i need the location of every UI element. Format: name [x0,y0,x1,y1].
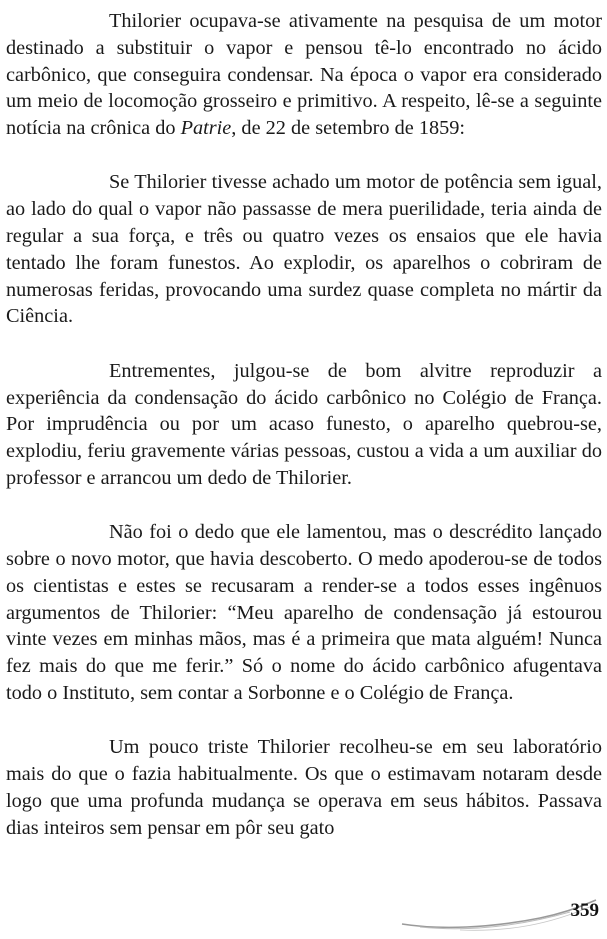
paragraph-3-text: Entrementes, julgou-se de bom alvitre reproduzir a experiência da condensação do ácido carbônico no Colégio de França. Por imprudência ou por um acaso funesto, o aparelho quebrou-se, explodiu, feriu gravemente várias pessoas, custou a vida a um auxiliar do professor e arrancou um dedo de Thilorier. [6,359,602,489]
page-footer [0,892,607,939]
paragraph-1-text-end: , de 22 de setembro de 1859: [231,117,466,140]
paragraph-5-text: Um pouco triste Thilorier recolheu-se em seu laboratório mais do que o fazia habitualmente. Os que o estimavam notaram desde logo que uma profunda mudança se operava em seus hábitos. Passava dias inteiros sem pensar em pôr seu gato [6,736,602,839]
paragraph-5 [6,734,602,841]
paragraph-2 [6,169,602,330]
paragraph-1 [6,8,602,142]
paragraph-4-text: Não foi o dedo que ele lamentou, mas o descrédito lançado sobre o novo motor, que havia descoberto. O medo apoderou-se de todos os cientistas e estes se recusaram a render-se a todos esses ingênuos argumentos de Thilorier: “Meu aparelho de condensação já estourou vinte vezes em minhas mãos, mas é a primeira que mata alguém! Nunca fez mais do que me ferir.” Só o nome do ácido carbônico afugentava todo o Instituto, sem contar a Sorbonne e o Colégio de França. [6,521,602,705]
paragraph-4 [6,519,602,707]
paragraph-3 [6,358,602,492]
paragraph-1-text: Thilorier ocupava-se ativamente na pesquisa de um motor destinado a substituir o vapor e pensou tê-lo encontrado no ácido carbônico, que conseguira condensar. Na época o vapor era considerado um meio de locomoção grosseiro e primitivo. A respeito, lê-se a seguinte notícia na crônica do [6,10,602,140]
paragraph-1-italic-title: Patrie [180,117,232,140]
paragraph-2-text: Se Thilorier tivesse achado um motor de potência sem igual, ao lado do qual o vapor não passasse de mera puerilidade, teria ainda de regular a sua força, e três ou quatro vezes os ensaios que ele havia tentado lhe foram funestos. Ao explodir, os aparelhos o cobriram de numerosas feridas, provocando uma surdez quase completa no mártir da Ciência. [6,171,602,328]
page-number: 359 [570,900,599,921]
page-body [6,8,602,842]
